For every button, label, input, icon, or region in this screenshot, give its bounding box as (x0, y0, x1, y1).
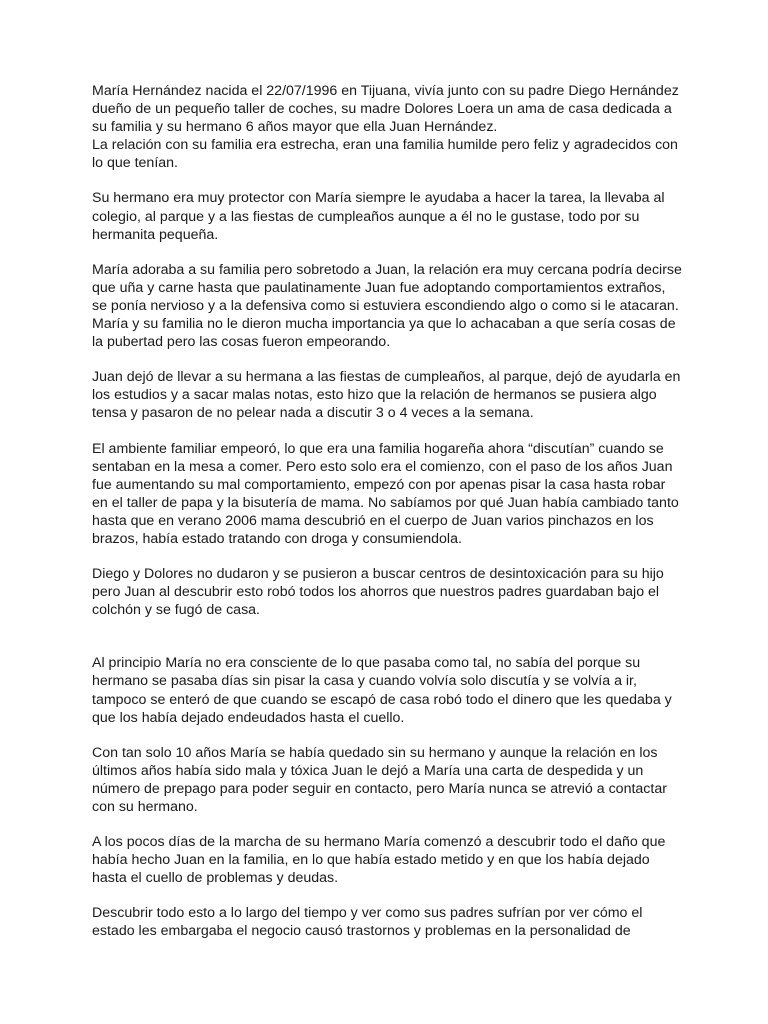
paragraph-spacer (92, 172, 682, 189)
paragraph-tension: Juan dejó de llevar a su hermana a las fiestas de cumpleaños, al parque, dejó de ayudarla en los estudios y a sacar malas notas, esto hizo que la relación de hermanos se pusiera algo tensa y pasaron de no pelear nada a discutir 3 o 4 veces a la semana. (92, 369, 681, 422)
paragraph-strange-behavior: María adoraba a su familia pero sobretodo a Juan, la relación era muy cercana podría decirse que uña y carne hasta que paulatinamente Juan fue adoptando comportamientos extraños, se ponía nervioso y a la defensiva como si estuviera escondiendo algo o como si le atacaran. María y su familia no le dieron mucha importancia ya que lo achacaban a que sería cosas de la pubertad pero las cosas fueron empeorando. (92, 261, 682, 351)
paragraph-spacer (92, 816, 682, 833)
paragraph-spacer (92, 727, 682, 744)
paragraph-family-relation: La relación con su familia era estrecha, eran una familia humilde pero feliz y agradecidos con lo que tenían. (92, 137, 678, 172)
paragraph-runaway: Diego y Dolores no dudaron y se pusieron a buscar centros de desintoxicación para su hijo pero Juan al descubrir esto robó todos los ahorros que nuestros padres guardaban bajo el colchón y se fugó de casa. (92, 566, 664, 619)
paragraph-protective-brother: Su hermano era muy protector con María siempre le ayudaba a hacer la tarea, la llevaba al colegio, al parque y a las fiestas de cumpleaños aunque a él no le gustase, todo por su hermanita pequeña. (92, 190, 665, 243)
paragraph-maria-unaware: Al principio María no era consciente de lo que pasaba como tal, no sabía del porque su hermano se pasaba días sin pisar la casa y cuando volvía solo discutía y se volvía a ir, tampoco se enteró de que cuando se escapó de casa robó todo el dinero que les quedaba y que los había dejado endeudados hasta el cuello. (92, 655, 672, 726)
paragraph-spacer (92, 244, 682, 261)
document-body (92, 82, 682, 941)
paragraph-spacer (92, 423, 682, 440)
paragraph-farewell-letter: Con tan solo 10 años María se había quedado sin su hermano y aunque la relación en los últimos años había sido mala y tóxica Juan le dejó a María una carta de despedida y un número de prepago para poder seguir en contacto, pero María nunca se atrevió a contactar con su hermano. (92, 744, 667, 815)
paragraph-family-worsened: El ambiente familiar empeoró, lo que era una familia hogareña ahora “discutían” cuando se sentaban en la mesa a comer. Pero esto solo era el comienzo, con el paso de los años Juan fue aumentando su mal comportamiento, empezó con por apenas pisar la casa hasta robar en el taller de papa y la bisutería de mama. No sabíamos por qué Juan había cambiado tanto hasta que en verano 2006 mama descubrió en el cuerpo de Juan varios pinchazos en los brazos, había estado tratando con droga y consumiendola. (92, 440, 679, 547)
paragraph-spacer (92, 887, 682, 904)
paragraph-spacer-large (92, 619, 682, 654)
paragraph-discovering-damage: A los pocos días de la marcha de su hermano María comenzó a descubrir todo el daño que había hecho Juan en la familia, en lo que había estado metido y en que los había dejado hasta el cuello de problemas y deudas. (92, 834, 666, 887)
paragraph-spacer (92, 351, 682, 368)
paragraph-intro: María Hernández nacida el 22/07/1996 en Tijuana, vivía junto con su padre Diego Hernández dueño de un pequeño taller de coches, su madre Dolores Loera un ama de casa dedicada a su familia y su hermano 6 años mayor que ella Juan Hernández. (92, 83, 679, 136)
paragraph-consequences: Descubrir todo esto a lo largo del tiempo y ver como sus padres sufrían por ver cómo el estado les embargaba el negocio causó trastornos y problemas en la personalidad de (92, 905, 643, 940)
paragraph-spacer (92, 548, 682, 565)
